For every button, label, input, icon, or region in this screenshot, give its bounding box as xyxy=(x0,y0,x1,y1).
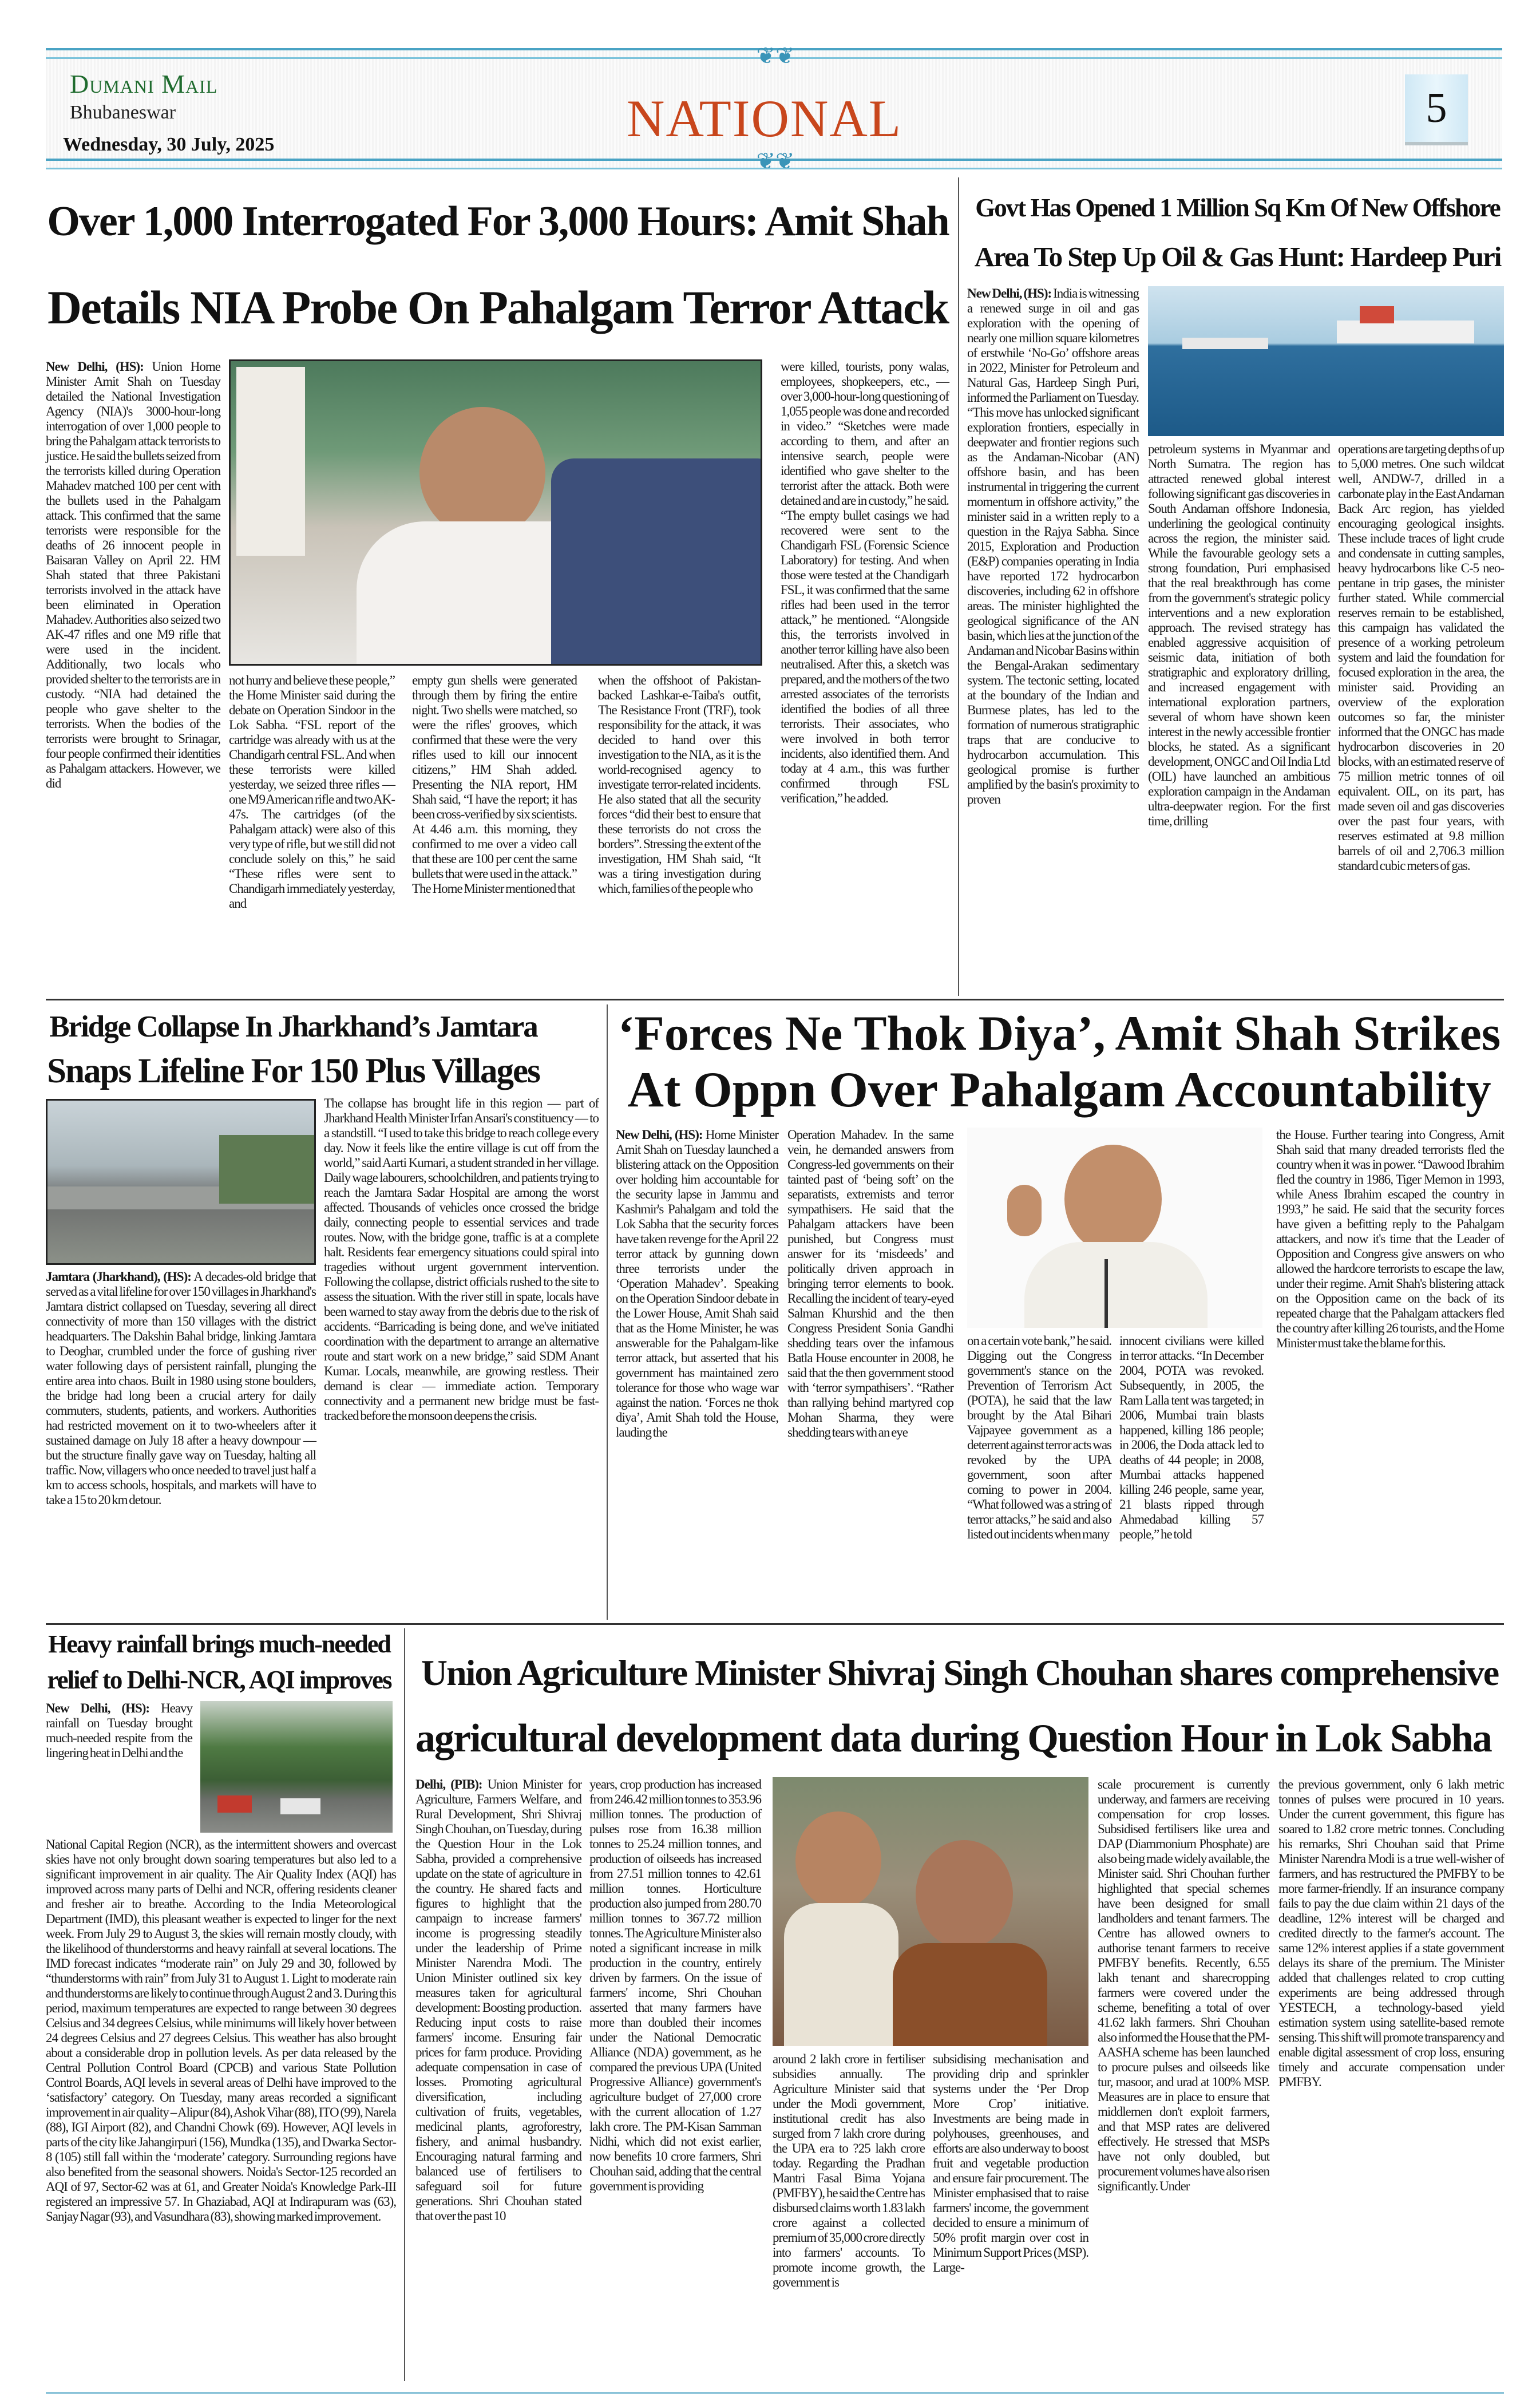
headline-line: ‘Forces Ne Thok Diya’, Amit Shah Strikes xyxy=(617,1006,1501,1061)
article-column xyxy=(415,1777,581,2224)
headline-line: agricultural development data during Question Hour in Lok Sabha xyxy=(415,1716,1491,1761)
body-text: Union Home Minister Amit Shah on Tuesday detailed the National Investigation Agency (NIA)'s 3000-hour-long interrogation of over 1,000 people to bring the Pahalgam attack terrorists to justice. He said the bullets seized from the terrorists killed during Operation Mahadev matched 100 per cent with the bullets used in the Pahalgam attack. This confirmed that the same terrorists were responsible for the deaths of 26 innocent people in Baisaran Valley on April 22. HM Shah stated that three Pakistani terrorists involved in the attack have been eliminated in Operation Mahadev. Authorities also seized two AK-47 rifles and one M9 rifle that were used in the incident. Additionally, two locals who provided shelter to the terrorists are in custody. “NIA had detained the people who gave shelter to the terrorists. When the bodies of the terrorists were brought to Srinagar, four people confirmed their identities as Pahalgam attackers. However, we did xyxy=(46,359,221,790)
article-column xyxy=(46,1269,316,1508)
headline-line: Snaps Lifeline For 150 Plus Villages xyxy=(47,1052,540,1090)
body-text: Heavy rainfall on Tuesday brought much-needed respite from the lingering heat in Delhi and the xyxy=(46,1701,193,1760)
article-column: around 2 lakh crore in fertiliser subsidies annually. The Agriculture Minister said that under the Modi government, institutional credit has also surged from 7 lakh crore during the UPA era to ?25 lakh crore today. Regarding the Pradhan Mantri Fasal Bima Yojana (PMFBY), he said the Centre has disbursed claims worth 1.83 lakh crore against a collected premium of 35,000 crore directly into farmers' accounts. To promote income growth, the government is xyxy=(773,2052,925,2289)
article-column xyxy=(616,1128,778,1440)
article-column: scale procurement is currently underway, and farmers are receiving compensation for crop losses. Subsidised fertilisers like urea and DAP (Diammonium Phosphate) are also being made widely available, the Minister said. Shri Chouhan further highlighted that special schemes have been designed for small landholders and tenant farmers. The Centre has allowed owners to authorise tenant farmers to receive PMFBY benefits. Recently, 6.55 lakh tenant and sharecropping farmers were covered under the scheme, benefiting a total of over 41.62 lakh farmers. Shri Chouhan also informed the House that the PM-AASHA scheme has been launched to procure pulses and oilseeds like tur, masoor, and urad at 100% MSP. Measures are in place to ensure that middlemen don't exploit farmers, and that MSP rates are delivered effectively. He stressed that MSPs have not only doubled, but procurement volumes have also risen significantly. Under xyxy=(1098,1777,1269,2193)
amit-shah-lok-sabha-photo xyxy=(229,359,762,666)
article-column: operations are targeting depths of up to 5,000 metres. One such wildcat well, ANDW-7, drilled in a carbonate play in the East Andaman Back Arc region, has yielded encouraging geological insights. These include traces of light crude and condensate in cutting samples, heavy hydrocarbons like C-5 neo-pentane in trip gases, the minister further stated. While commercial reserves remain to be established, this campaign has validated the presence of a working petroleum system and laid the foundation for focused exploration in the area, the minister said. Providing an overview of the exploration outcomes so far, the minister informed that the ONGC has made hydrocarbon discoveries in 20 blocks, with an estimated reserve of 75 million metric tonnes of oil equivalent. OIL, on its part, has made seven oil and gas discoveries over the past four years, with reserves estimated at 9.8 million barrels of oil and 2,706.3 million standard cubic meters of gas. xyxy=(1338,442,1504,873)
body-text: India is witnessing a renewed surge in oil and gas exploration with the opening of nearly one million square kilometres of erstwhile ‘No-Go’ offshore areas in 2022, Minister for Petroleum and Natural Gas, Hardeep Singh Puri, informed the Parliament on Tuesday. “This move has unlocked significant exploration frontiers, especially in deepwater and frontier regions such as the Andaman-Nicobar (AN) offshore basin, and has been instrumental in triggering the current momentum in offshore activity,” the minister said in a written reply to a question in the Rajya Sabha. Since 2015, Exploration and Production (E&P) companies operating in India have reported 172 hydrocarbon discoveries, including 62 in offshore areas. The minister highlighted the geological significance of the AN basin, which lies at the junction of the Andaman and Nicobar Basins within the Bengal-Arakan sedimentary system. The tectonic setting, located at the boundary of the Indian and Burmese plates, has led to the formation of numerous stratigraphic traps that are conducive to hydrocarbon accumulation. This geological promise is further amplified by the basin's proximity to proven xyxy=(967,286,1139,806)
dateline: New Delhi, (HS): xyxy=(967,286,1052,300)
amit-shah-podium-photo xyxy=(967,1128,1262,1328)
dateline: New Delhi, (HS): xyxy=(616,1128,703,1142)
rain-street-photo xyxy=(200,1701,393,1833)
article-column: National Capital Region (NCR), as the intermittent showers and overcast skies have not only brought down soaring temperatures but also led to a significant improvement in air quality. The Air Quality Index (AQI) has improved across many parts of Delhi and NCR, offering residents cleaner and fresher air to breathe. According to the India Meteorological Department (IMD), this pleasant weather is expected to linger for the next week. From July 29 to August 3, the skies will remain mostly cloudy, with the likelihood of thunderstorms and heavy rainfall at several locations. The IMD forecast indicates “moderate rain” on July 29 and 30, followed by “thunderstorms with rain” from July 31 to August 1. Light to moderate rain and thunderstorms are likely to continue through August 2 and 3. During this period, maximum temperatures are expected to range between 30 degrees Celsius and 34 degrees Celsius, while minimums will likely hover between 24 degrees Celsius and 27 degrees Celsius. This weather has also brought about a considerable drop in pollution levels. As per data released by the Central Pollution Control Board (CPCB) and various State Pollution Control Boards, AQI levels in several areas of Delhi have improved to the ‘satisfactory’ category. On Tuesday, many areas recorded a significant improvement in air quality – Alipur (84), Ashok Vihar (88), ITO (99), Narela (88), IGI Airport (82), and Chandni Chowk (69). However, AQI levels in parts of the city like Jahangirpuri (156), Mundka (135), and Dwarka Sector-8 (105) still fall within the ‘moderate’ category. Surrounding regions have also benefited from the seasonal showers. Noida's Sector-125 recorded an AQI of 97, Sector-62 was at 61, and Greater Noida's Knowledge Park-III registered an impressive 57. In Ghaziabad, AQI at Indirapuram was (63), Sanjay Nagar (93), and Vasundhara (83), showing marked improvement. xyxy=(46,1837,396,2224)
body-text: Home Minister Amit Shah on Tuesday launched a blistering attack on the Opposition over holding him accountable for the security lapse in Jammu and Kashmir's Pahalgam and told the Lok Sabha that the security forces have taken revenge for the April 22 terror attack by gunning down three terrorists under the ‘Operation Mahadev’. Speaking on the Operation Sindoor debate in the Lower House, Amit Shah said that as the Home Minister, he was answerable for the Pahalgam-like terror attack, but asserted that his government has maintained zero tolerance for those who wage war against the nation. ‘Forces ne thok diya’, Amit Shah told the House, lauding the xyxy=(616,1128,779,1439)
dateline: Delhi, (PIB): xyxy=(415,1777,482,1791)
page-number: 5 xyxy=(1405,74,1468,145)
headline-line: Union Agriculture Minister Shivraj Singh Chouhan shares comprehensive xyxy=(421,1652,1499,1693)
edition-city: Bhubaneswar xyxy=(70,102,176,123)
article-column: subsidising mechanisation and providing drip and sprinkler systems under the ‘Per Drop More Crop’ initiative. Investments are being made in polyhouses, greenhouses, and efforts are also underway to boost fruit and vegetable production and ensure fair procurement. The Minister emphasised that to raise farmers' income, the government decided to ensure a minimum of 50% profit margin over cost in Minimum Support Prices (MSP). Large- xyxy=(933,2052,1088,2275)
article-column: innocent civilians were killed in terror attacks. “In December 2004, POTA was revoked. Subsequently, in 2005, the Ram Lalla tent was targeted; in 2006, Mumbai train blasts happened, killing 186 people; in 2006, the Doda attack led to deaths of 44 people; in 2008, Mumbai attacks happened killing 246 people, same year, 21 blasts ripped through Ahmedabad killing 57 people,” he told xyxy=(1119,1334,1264,1541)
article-column: not hurry and believe these people,” the Home Minister said during the debate on Operation Sindoor in the Lok Sabha. “FSL report of the cartridge was already with us at the Chandigarh central FSL. And when these terrorists were killed yesterday, we seized three rifles — one M9 American rifle and two AK-47s. The cartridges (of the Pahalgam attack) were also of this very type of rifle, but we still did not conclude solely on this,” he said “These rifles were sent to Chandigarh immediately yesterday, and xyxy=(229,673,395,911)
offshore-ships-photo xyxy=(1148,286,1504,436)
column-divider xyxy=(958,177,959,996)
article-column: the previous government, only 6 lakh metric tonnes of pulses were procured in 10 years. Under the current government, this figure has soared to 1.82 crore metric tonnes. Concluding his remarks, Shri Chouhan said that Prime Minister Narendra Modi is a true well-wisher of farmers, and has restructured the PMFBY to be more farmer-friendly. If an insurance company fails to pay the due claim within 21 days of the deadline, 12% interest will be charged and credited directly to the farmer's account. The same 12% interest applies if a state government delays its share of the premium. The Minister added that challenges related to crop cutting experiments are being addressed through YESTECH, a technology-based yield estimation system using satellite-based remote sensing. This shift will promote transparency and enable digital assessment of crop loss, ensuring timely and accurate compensation under PMFBY. xyxy=(1278,1777,1504,2089)
article-column: Operation Mahadev. In the same vein, he demanded answers from Congress-led governments on their tainted past of ‘being soft’ on the separatists, extremists and terror sympathisers. He said that the Pahalgam attackers have been punished, but Congress must answer for its ‘misdeeds’ and politically driven approach in bringing terror elements to book. Recalling the incident of teary-eyed Salman Khurshid and the then Congress President Sonia Gandhi shedding tears over the infamous Batla House encounter in 2008, he said that the then government stood with ‘terror sympathisers’. “Rather than rallying behind martyred cop Mohan Sharma, they were shedding tears with an eye xyxy=(787,1128,953,1439)
headline-line: Govt Has Opened 1 Million Sq Km Of New Offshore xyxy=(975,193,1500,222)
headline-line: Over 1,000 Interrogated For 3,000 Hours: Amit Shah xyxy=(47,198,949,245)
article-column xyxy=(46,1701,192,1761)
body-text: Union Minister for Agriculture, Farmers Welfare, and Rural Development, Shri Shivraj Singh Chouhan, on Tuesday, during the Question Hour in the Lok Sabha, provided a comprehensive update on the state of agriculture in the country. He shared facts and figures to highlight that the campaign to increase farmers' income is progressing steadily under the leadership of Prime Minister Narendra Modi. The Union Minister outlined six key measures taken for agricultural development: Boosting production. Reducing input costs to raise farmers' income. Ensuring fair prices for farm produce. Providing adequate compensation in case of losses. Promoting agricultural diversification, including cultivation of fruits, vegetables, medicinal plants, agroforestry, fishery, and animal husbandry. Encouraging natural farming and balanced use of fertilisers to safeguard soil for future generations. Shri Chouhan stated that over the past 10 xyxy=(415,1777,581,2223)
article-column: were killed, tourists, pony walas, employees, shopkeepers, etc., — over 3,000-hour-long questioning of 1,055 people was done and recorded in video.” “Sketches were made according to them, and after an intensive search, people were identified who gave shelter to the terrorist after the attack. Both were detained and are in custody,” he said. “The empty bullet casings we had recovered were sent to the Chandigarh FSL (Forensic Science Laboratory) for testing. And when those were tested at the Chandigarh FSL, it was confirmed that the same rifles had been used in the terror attack,” he mentioned. “Alongside this, the terrorists involved in another terror killing have also been neutralised. After this, a sketch was prepared, and the mothers of the two arrested associates of the terrorists identified the bodies of all three terrorists. Their associates, who were involved in both terror incidents, also identified them. And today at 4 a.m., this was further confirmed through FSL verification,” he added. xyxy=(781,359,949,805)
column-divider xyxy=(607,1004,608,1620)
headline-line: relief to Delhi-NCR, AQI improves xyxy=(47,1666,391,1694)
paper-name: Dumani Mail xyxy=(70,69,218,98)
headline-line: Area To Step Up Oil & Gas Hunt: Hardeep Puri xyxy=(974,241,1501,272)
ornament-icon: ❦❦ xyxy=(756,148,795,175)
article-column: when the offshoot of Pakistan-backed Lashkar-e-Taiba's outfit, The Resistance Front (TRF), took responsibility for the attack, it was decided to hand over this investigation to the NIA, as it is the world-recognised agency to investigate terror-related incidents. He also stated that all the security forces “did their best to ensure that these terrorists do not cross the borders”. Stressing the extent of the investigation, HM Shah said, “It was a tiring investigation during which, families of the people who xyxy=(598,673,761,896)
shivraj-chouhan-photo xyxy=(773,1777,1088,2046)
headline-line: Bridge Collapse In Jharkhand’s Jamtara xyxy=(49,1010,537,1043)
masthead xyxy=(46,43,1502,175)
article-column: on a certain vote bank,” he said. Digging out the Congress government's stance on the Prevention of Terrorism Act (POTA), he said that the law brought by the Atal Bihari Vajpayee government as a deterrent against terror acts was revoked by the UPA government, soon after coming to power in 2004. “What followed was a string of terror attacks,” he said and also listed out incidents when many xyxy=(967,1334,1111,1541)
body-text: A decades-old bridge that served as a vital lifeline for over 150 villages in Jharkhand's Jamtara district collapsed on Tuesday, severing all direct connectivity of more than 150 villages with the district headquarters. The Dakshin Bahal bridge, linking Jamtara to Deoghar, crumbled under the force of gushing river water following days of persistent rainfall, plunging the entire area into chaos. Built in 1980 using stone boulders, the bridge had long been a crucial artery for daily commuters, students, patients, and workers. Authorities had restricted movement on it to two-wheelers after it sustained damage on July 18 after a heavy downpour — but the structure finally gave way on Tuesday, halting all traffic. Now, villagers who once needed to travel just half a km to access schools, hospitals, and markets will have to take a 15 to 20 km detour. xyxy=(46,1269,316,1507)
section-title: NATIONAL xyxy=(627,89,902,148)
issue-date: Wednesday, 30 July, 2025 xyxy=(63,134,275,155)
section-divider xyxy=(46,1623,1504,1625)
collapsed-bridge-photo xyxy=(46,1099,316,1265)
headline-line: At Oppn Over Pahalgam Accountability xyxy=(627,1062,1491,1118)
article-column: the House. Further tearing into Congress, Amit Shah said that many dreaded terrorists fled the country when it was in power. “Dawood Ibrahim fled the country in 1986, Tiger Memon in 1993, while Aness Ibrahim escaped the country in 1993,” he said. He said that the security forces have given a befitting reply to the Pahalgam attackers, and now it's time that the Leader of Opposition and Congress give answers on who allowed the hardcore terrorists to escape the law, under their regime. Amit Shah's blistering attack on the Opposition came on the back of its repeated charge that the Pahalgam attackers fled the country after killing 26 tourists, and the Home Minister must take the blame for this. xyxy=(1276,1128,1504,1350)
page-bottom-rule xyxy=(46,2392,1504,2394)
headline-line: Heavy rainfall brings much-needed xyxy=(48,1630,390,1658)
headline-line: Details NIA Probe On Pahalgam Terror Attack xyxy=(47,281,948,334)
column-divider xyxy=(404,1628,405,2381)
dateline: New Delhi, (HS): xyxy=(46,359,144,374)
article-column: years, crop production has increased from 246.42 million tonnes to 353.96 million tonnes. The production of pulses rose from 16.38 million tonnes to 25.24 million tonnes, and production of oilseeds has increased from 27.51 million tonnes to 42.61 million tonnes. Horticulture production also jumped from 280.70 million tonnes to 367.72 million tonnes. The Agriculture Minister also noted a significant increase in milk production in the country, entirely driven by farmers. On the issue of farmers' income, Shri Chouhan asserted that many farmers have more than doubled their incomes under the National Democratic Alliance (NDA) government, as he compared the previous UPA (United Progressive Alliance) government's agriculture budget of 27,000 crore with the current allocation of 1.27 lakh crore. The PM-Kisan Samman Nidhi, which did not exist earlier, now benefits 10 crore farmers, Shri Chouhan said, adding that the central government is providing xyxy=(589,1777,761,2193)
article-column: empty gun shells were generated through them by firing the entire night. Two shells were matched, so were the rifles' grooves, which confirmed that these were the very rifles used to kill our innocent citizens,” HM Shah added. Presenting the NIA report, HM Shah said, “I have the report; it has been cross-verified by six scientists. At 4.46 a.m. this morning, they confirmed to me over a video call that these are 100 per cent the same bullets that were used in the attack.” The Home Minister mentioned that xyxy=(412,673,577,896)
article-column: The collapse has brought life in this region — part of Jharkhand Health Minister Irfan Ansari's constituency — to a standstill. “I used to take this bridge to reach college every day. Now it feels like the entire village is cut off from the world,” said Aarti Kumari, a student stranded in her village. Daily wage labourers, schoolchildren, and patients trying to reach the Jamtara Sadar Hospital are among the worst affected. Thousands of vehicles once crossed the bridge daily, connecting people to essential services and trade routes. Now, with the bridge gone, traffic is at a complete halt. Residents fear emergency situations could spiral into tragedies without urgent government intervention. Following the collapse, district officials rushed to the site to assess the situation. With the river still in spate, locals have been warned to stay away from the debris due to the risk of accidents. “Barricading is being done, and we've initiated coordination with the department to arrange an alternative route and start work on a new bridge,” said SDM Anant Kumar. Locals, meanwhile, are growing restless. Their demand is clear — immediate action. Temporary connectivity and a permanent new bridge must be fast-tracked before the monsoon deepens the crisis. xyxy=(324,1096,599,1423)
article-column xyxy=(46,359,220,791)
dateline: New Delhi, (HS): xyxy=(46,1701,150,1715)
article-column: petroleum systems in Myanmar and North Sumatra. The region has attracted renewed global interest following significant gas discoveries in South Andaman offshore Indonesia, underlining the geological continuity across the region, the minister said. While the favourable geology sets a strong foundation, Puri emphasised that the real breakthrough has come from the government's strategic policy interventions and a new exploration approach. The revised strategy has enabled aggressive acquisition of seismic data, initiation of both stratigraphic and exploratory drilling, and increased engagement with international exploration partners, several of whom have shown keen interest in the newly accessible frontier blocks, he stated. As a significant development, ONGC and Oil India Ltd (OIL) have launched an ambitious exploration campaign in the Andaman ultra-deepwater region. For the first time, drilling xyxy=(1148,442,1330,828)
ornament-icon: ❦❦ xyxy=(756,43,795,69)
dateline: Jamtara (Jharkhand), (HS): xyxy=(46,1269,191,1284)
article-column xyxy=(967,286,1139,807)
section-divider xyxy=(46,999,1504,1000)
